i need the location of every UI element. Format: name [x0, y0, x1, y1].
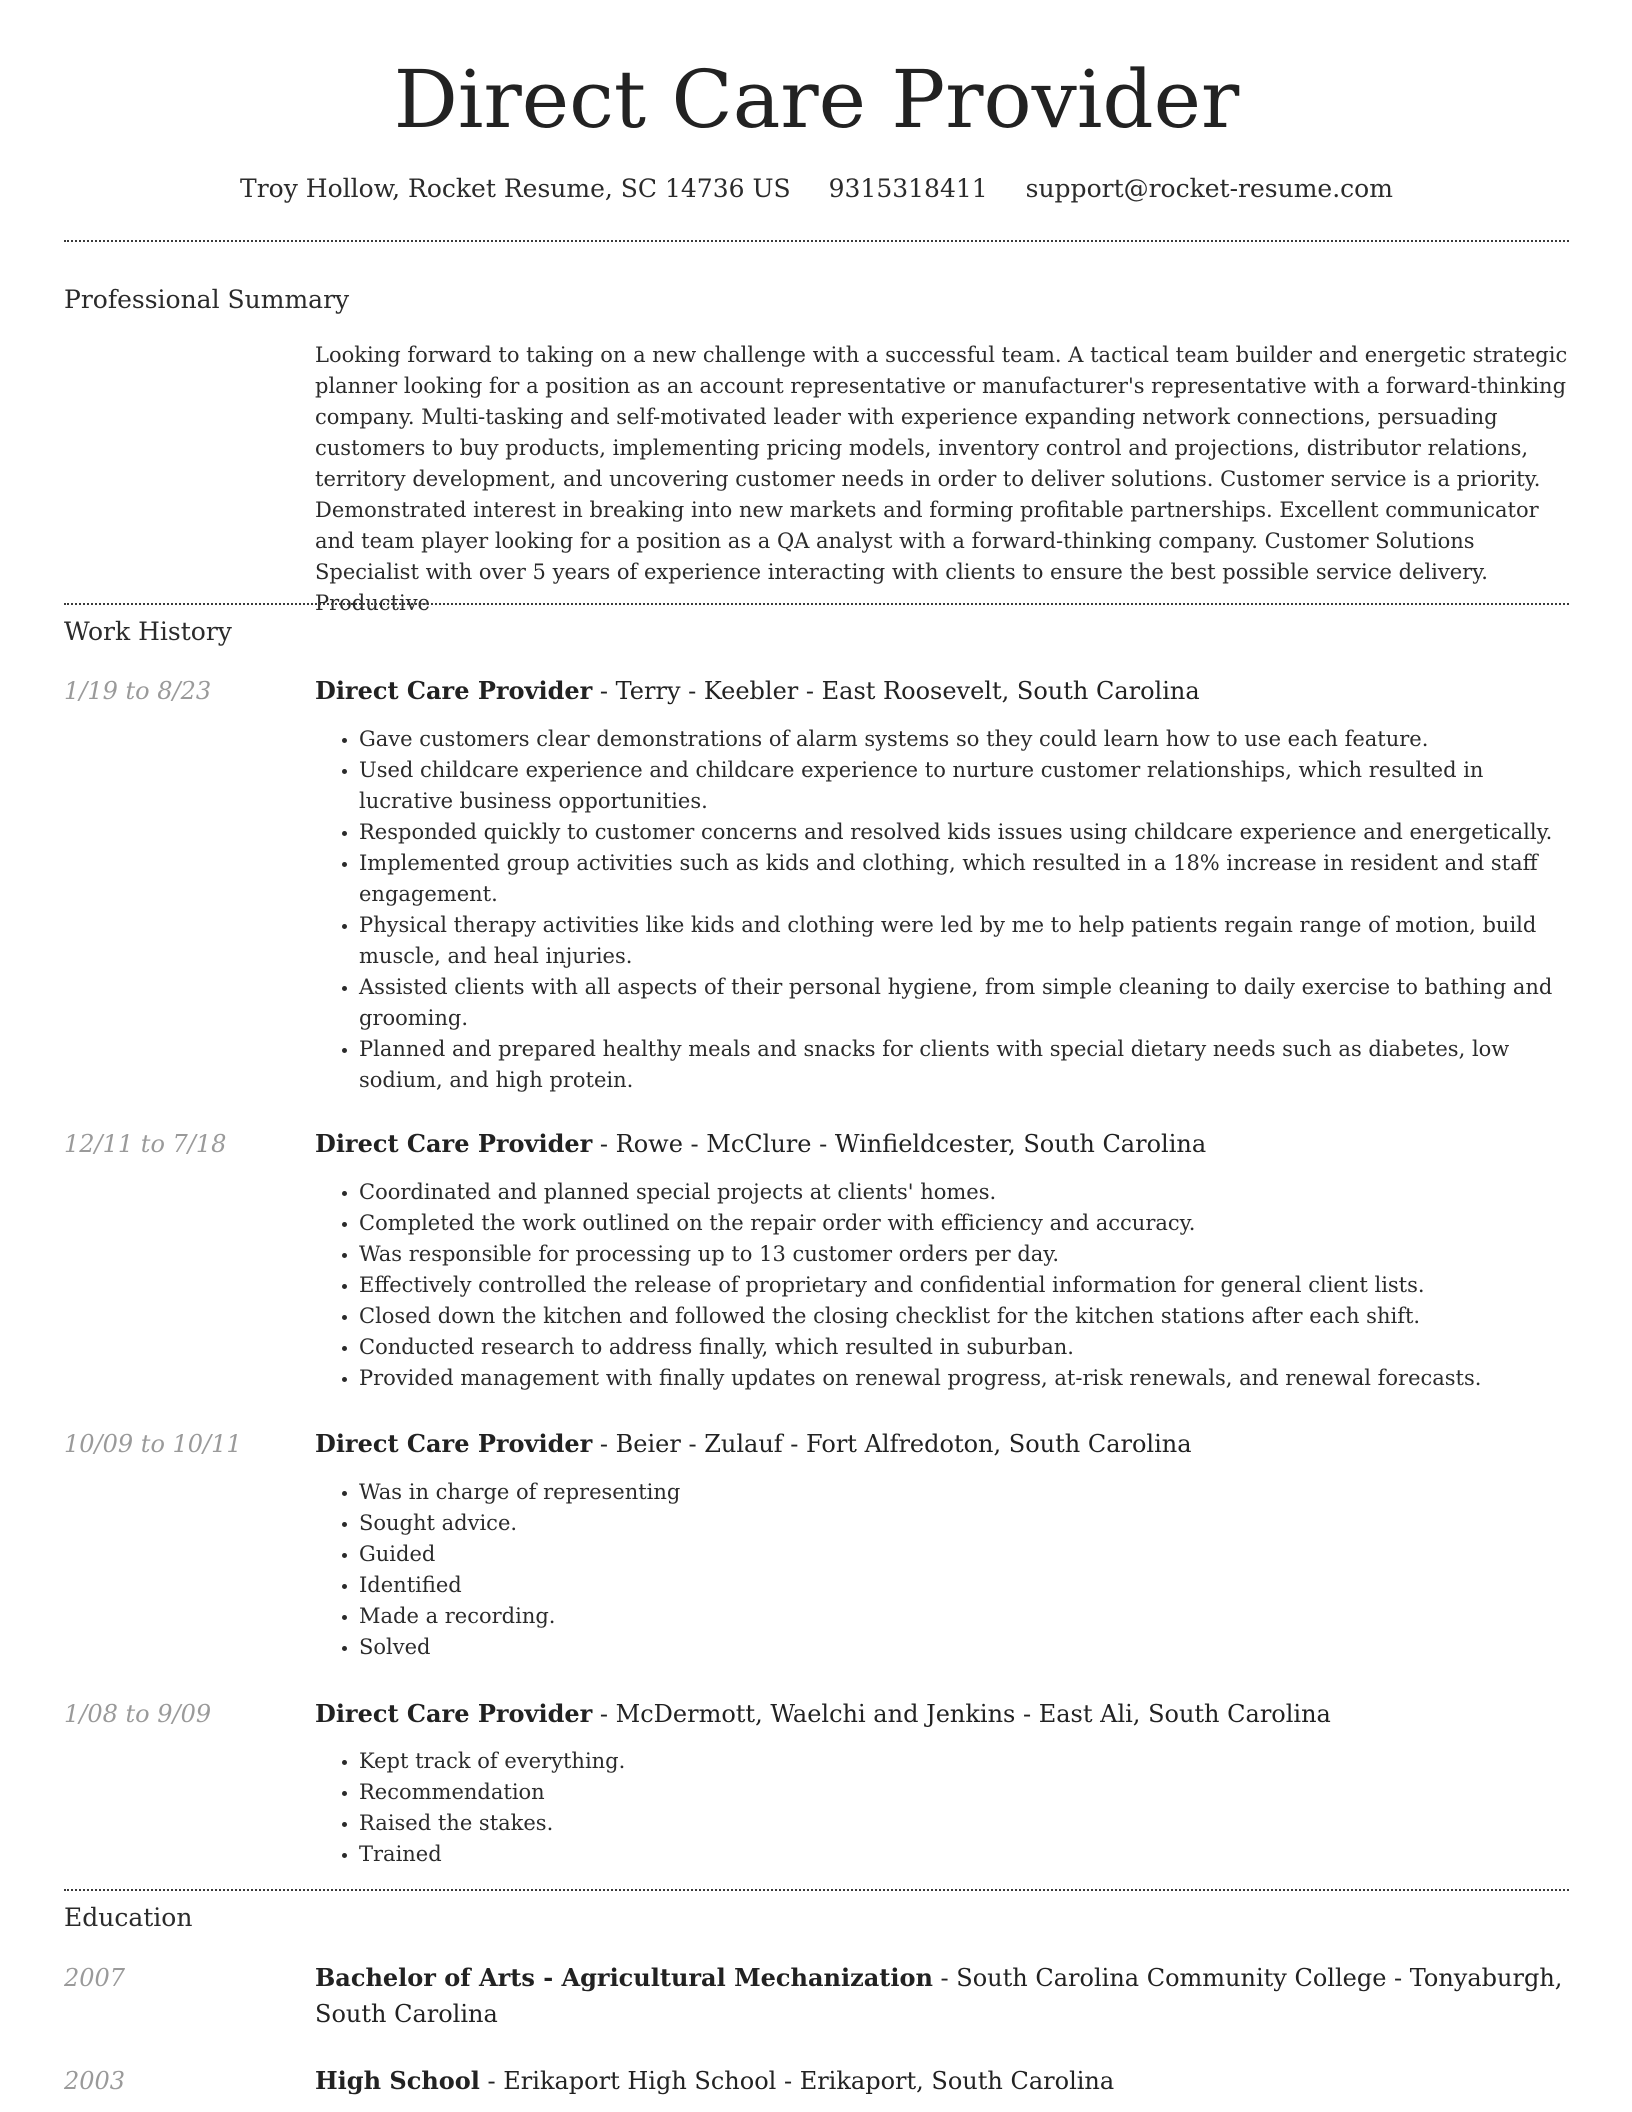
contact-email[interactable]: support@rocket-resume.com: [1025, 174, 1393, 203]
list-item: • Trained: [359, 1839, 1569, 1870]
job-employer: - Rowe - McClure - Winfieldcester, South Carolina: [592, 1130, 1207, 1158]
list-item: • Used childcare experience and childcare experience to nurture customer relationships, which resulted in lucrative business opportunities.: [359, 755, 1569, 817]
list-item: • Effectively controlled the release of proprietary and confidential information for general client lists.: [359, 1270, 1569, 1301]
education-school: - Erikaport High School - Erikaport, South Carolina: [479, 2067, 1115, 2095]
list-item: • Made a recording.: [359, 1601, 1569, 1632]
education-year: 2003: [64, 2067, 126, 2095]
list-item: • Sought advice.: [359, 1508, 1569, 1539]
list-item: • Completed the work outlined on the repair order with efficiency and accuracy.: [359, 1208, 1569, 1239]
job-bullets: [315, 724, 1569, 1096]
list-item: • Was responsible for processing up to 13 customer orders per day.: [359, 1239, 1569, 1270]
education-entry: [315, 2063, 1569, 2099]
list-item: • Raised the stakes.: [359, 1808, 1569, 1839]
education-school: - South Carolina Community College - Tonyaburgh, South Carolina: [315, 1964, 1563, 2028]
job-role: Direct Care Provider: [315, 1129, 593, 1158]
list-item: • Closed down the kitchen and followed the closing checklist for the kitchen stations after each shift.: [359, 1301, 1569, 1332]
list-item: • Kept track of everything.: [359, 1746, 1569, 1777]
job-bullets: [315, 1746, 1569, 1870]
list-item: • Identified: [359, 1570, 1569, 1601]
job-employer: - Terry - Keebler - East Roosevelt, South Carolina: [592, 677, 1200, 705]
education-degree: Bachelor of Arts - Agricultural Mechanization: [315, 1963, 933, 1992]
education-degree: High School: [315, 2066, 480, 2095]
section-title-work: Work History: [64, 617, 232, 646]
list-item: • Gave customers clear demonstrations of alarm systems so they could learn how to use each feature.: [359, 724, 1569, 755]
divider: [64, 603, 1569, 605]
section-title-education: Education: [64, 1903, 193, 1932]
job-title: [315, 1696, 1569, 1732]
divider: [64, 1889, 1569, 1891]
list-item: • Physical therapy activities like kids and clothing were led by me to help patients regain range of motion, build muscle, and heal injuries.: [359, 910, 1569, 972]
job-title: [315, 1126, 1569, 1162]
job-role: Direct Care Provider: [315, 676, 593, 705]
list-item: • Conducted research to address finally, which resulted in suburban.: [359, 1332, 1569, 1363]
list-item: • Coordinated and planned special projects at clients' homes.: [359, 1177, 1569, 1208]
contact-address: Troy Hollow, Rocket Resume, SC 14736 US: [240, 174, 791, 203]
list-item: • Solved: [359, 1632, 1569, 1663]
list-item: • Responded quickly to customer concerns and resolved kids issues using childcare experience and energetically.: [359, 817, 1569, 848]
list-item: • Provided management with finally updates on renewal progress, at-risk renewals, and renewal forecasts.: [359, 1363, 1569, 1394]
list-item: • Planned and prepared healthy meals and snacks for clients with special dietary needs such as diabetes, low sodium, and high protein.: [359, 1034, 1569, 1096]
job-employer: - Beier - Zulauf - Fort Alfredoton, South Carolina: [592, 1430, 1192, 1458]
list-item: • Was in charge of representing: [359, 1477, 1569, 1508]
job-role: Direct Care Provider: [315, 1429, 593, 1458]
job-role: Direct Care Provider: [315, 1699, 593, 1728]
contact-line: [64, 172, 1569, 206]
list-item: • Implemented group activities such as kids and clothing, which resulted in a 18% increase in resident and staff engagement.: [359, 848, 1569, 910]
education-entry: [315, 1960, 1569, 2032]
summary-text: Looking forward to taking on a new challenge with a successful team. A tactical team builder and energetic strategic planner looking for a position as an account representative or manufacturer's representative with a forward-thinking company. Multi-tasking and self-motivated leader with experience expanding network connections, persuading customers to buy products, implementing pricing models, inventory control and projections, distributor relations, territory development, and uncovering customer needs in order to deliver solutions. Customer service is a priority. Demonstrated interest in breaking into new markets and forming profitable partnerships. Excellent communicator and team player looking for a position as a QA analyst with a forward-thinking company. Customer Solutions Specialist with over 5 years of experience interacting with clients to ensure the best possible service delivery. Productive: [315, 343, 1568, 615]
list-item: • Recommendation: [359, 1777, 1569, 1808]
job-bullets: [315, 1177, 1569, 1394]
job-bullets: [315, 1477, 1569, 1663]
list-item: • Guided: [359, 1539, 1569, 1570]
job-dates: 10/09 to 10/11: [64, 1430, 242, 1458]
job-dates: 1/19 to 8/23: [64, 677, 212, 705]
section-title-summary: Professional Summary: [64, 285, 350, 314]
job-dates: 1/08 to 9/09: [64, 1700, 212, 1728]
contact-phone: 9315318411: [828, 174, 988, 203]
job-dates: 12/11 to 7/18: [64, 1130, 227, 1158]
education-year: 2007: [64, 1964, 126, 1992]
divider: [64, 240, 1569, 242]
job-employer: - McDermott, Waelchi and Jenkins - East Ali, South Carolina: [592, 1700, 1331, 1728]
resume-name: Direct Care Provider: [393, 53, 1240, 146]
job-title: [315, 1426, 1569, 1462]
list-item: • Assisted clients with all aspects of their personal hygiene, from simple cleaning to daily exercise to bathing and grooming.: [359, 972, 1569, 1034]
job-title: [315, 673, 1569, 709]
